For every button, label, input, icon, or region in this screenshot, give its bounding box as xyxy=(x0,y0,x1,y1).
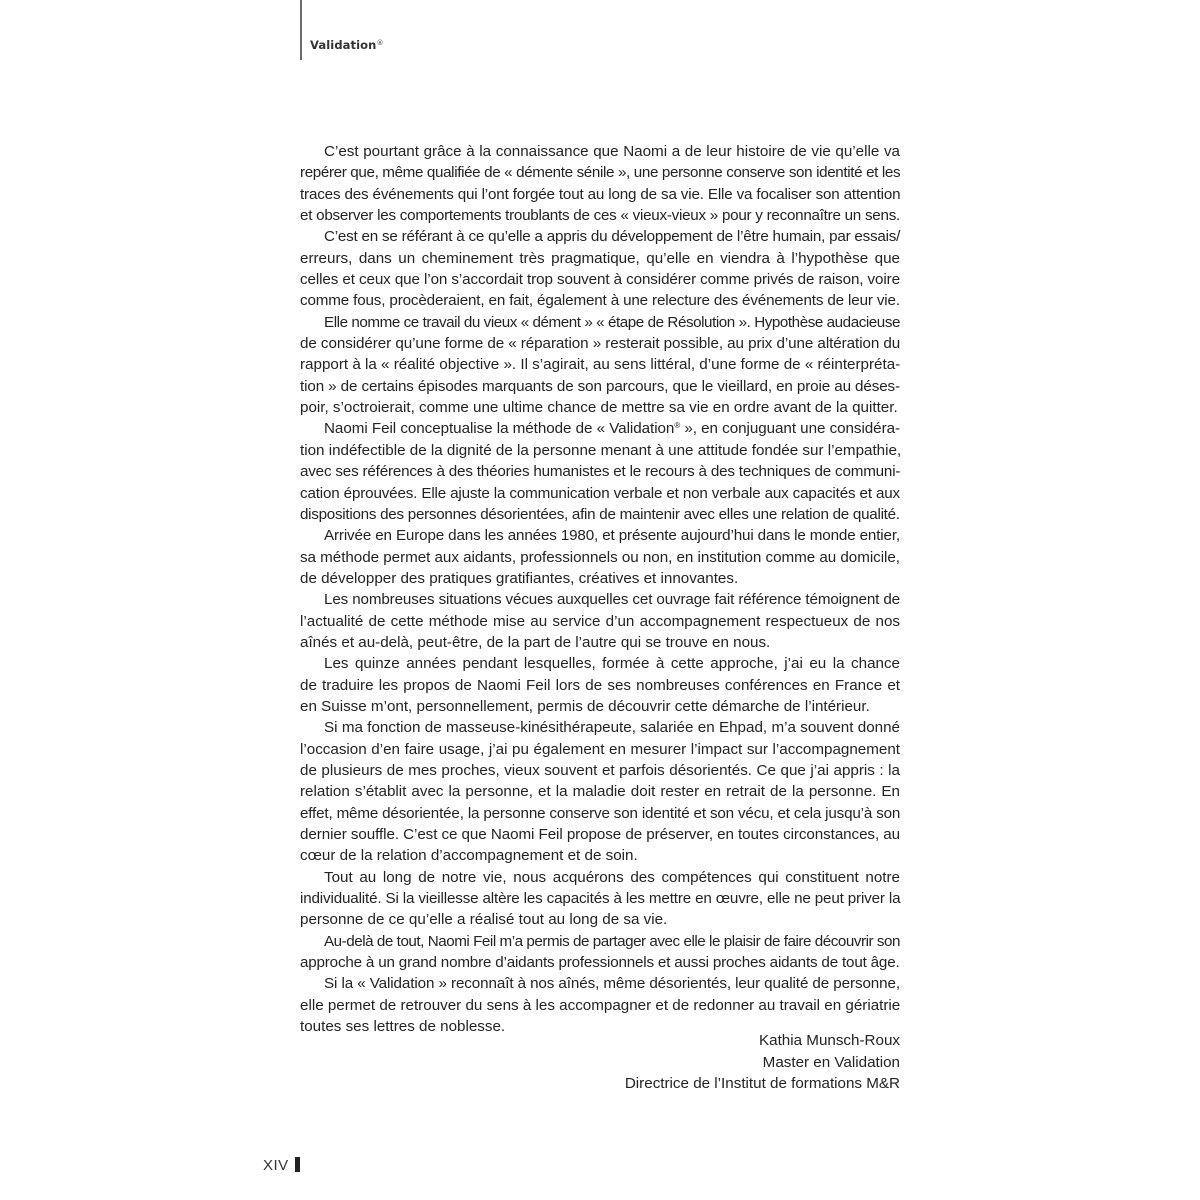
text-line: approche à un grand nombre d’aidants professionnels et aussi proches aidants de tout âge. xyxy=(300,954,900,972)
text-line: C’est pourtant grâce à la connaissance que Naomi a de leur histoire de vie qu’elle va xyxy=(324,143,900,160)
text-line: l’actualité de cette méthode mise au service d’un accompagnement respectueux de nos xyxy=(300,612,900,630)
text-line: Elle nomme ce travail du vieux « dément » « étape de Résolution ». Hypothèse audacieuse xyxy=(324,313,900,331)
text-line: C’est en se référant à ce qu’elle a appris du développement de l’être humain, par essais/ xyxy=(324,228,901,246)
text-line: effet, même désorientée, la personne conserve son identité et son vécu, et cela jusqu’à son xyxy=(300,804,901,822)
paragraph xyxy=(300,226,900,311)
text-line: dispositions des personnes désorientées, afin de maintenir avec elles une relation de qualité. xyxy=(300,505,900,523)
paragraph xyxy=(300,418,900,525)
text-line: de traduire les propos de Naomi Feil lors de ses nombreuses conférences en France et xyxy=(300,676,900,694)
text-line: de considérer qu’une forme de « réparation » resterait possible, au prix d’une altération du xyxy=(300,335,901,353)
body-text xyxy=(300,141,900,1037)
text-line: personne de ce qu’elle a réalisé tout au long de sa vie. xyxy=(300,911,668,929)
text-line: Si ma fonction de masseuse-kinésithérapeute, salariée en Ehpad, m’a souvent donné xyxy=(324,719,900,737)
paragraph xyxy=(300,653,900,717)
text-line: Arrivée en Europe dans les années 1980, et présente aujourd’hui dans le monde entier, xyxy=(324,527,900,545)
text-line: avec ses références à des théories humanistes et le recours à des techniques de communi- xyxy=(300,463,901,481)
text-line: aînés et au-delà, peut-être, de la part de l’autre qui se trouve en nous. xyxy=(300,633,771,651)
paragraph xyxy=(300,717,900,866)
text-line: relation s’établit avec la personne, et la maladie doit rester en retrait de la personne. En xyxy=(300,783,900,801)
text-line: toutes ses lettres de noblesse. xyxy=(300,1018,506,1036)
folio-bar xyxy=(295,1157,300,1172)
text-line: Naomi Feil conceptualise la méthode de « Validation® », en conjuguant une considéra- xyxy=(324,420,901,438)
text-line: l’occasion d’en faire usage, j’ai pu également en mesurer l’impact sur l’accompagnement xyxy=(300,740,900,758)
paragraph xyxy=(300,141,900,226)
text-line: rapport à la « réalité objective ». Il s’agirait, au sens littéral, d’une forme de « réinterpréta- xyxy=(300,356,901,374)
text-line: Tout au long de notre vie, nous acquérons des compétences qui constituent notre xyxy=(324,868,900,886)
text-line: elle permet de retrouver du sens à les accompagner et de redonner au travail en gériatrie xyxy=(300,996,901,1014)
text-line: Les nombreuses situations vécues auxquelles cet ouvrage fait référence témoignent de xyxy=(324,591,900,609)
page-number: XIV xyxy=(263,1157,289,1174)
text-line: Au-delà de tout, Naomi Feil m’a permis de partager avec elle le plaisir de faire découvrir son xyxy=(324,932,900,950)
running-head-title: Validation xyxy=(310,38,377,52)
text-line: sa méthode permet aux aidants, professionnels ou non, en institution comme au domicile, xyxy=(300,548,900,566)
paragraph xyxy=(300,312,900,419)
page-folio xyxy=(263,1157,300,1174)
signature-block xyxy=(625,1030,900,1095)
text-line: en Suisse m’ont, personnellement, permis de découvrir cette démarche de l’intérieur. xyxy=(300,697,870,715)
text-line: de développer des pratiques gratifiantes, créatives et innovantes. xyxy=(300,569,739,587)
paragraph xyxy=(300,525,900,589)
text-line: tion » de certains épisodes marquants de son parcours, que le vieillard, en proie au déses- xyxy=(300,377,900,395)
registered-mark: ® xyxy=(376,39,384,47)
text-line: poir, s’octroierait, comme une ultime chance de mettre sa vie en ordre avant de la quitter. xyxy=(300,399,898,417)
signature-role: Directrice de l’Institut de formations M&R xyxy=(624,1075,900,1092)
paragraph xyxy=(300,589,900,653)
paragraph xyxy=(300,867,900,931)
header-vertical-rule xyxy=(300,0,302,60)
text-line: tion indéfectible de la dignité de la personne menant à une attitude fondée sur l’empathie, xyxy=(300,441,902,459)
text-line: cœur de la relation d’accompagnement et de soin. xyxy=(300,847,638,865)
text-line: individualité. Si la vieillesse altère les capacités à les mettre en œuvre, elle ne peut priver la xyxy=(300,890,901,908)
text-line: traces des événements qui l’ont forgée tout au long de sa vie. Elle va focaliser son attention xyxy=(300,185,901,203)
text-line: de plusieurs de mes proches, vieux souvent et parfois désorientés. Ce que j’ai appris : la xyxy=(300,761,900,779)
signature-title: Master en Validation xyxy=(762,1053,900,1071)
text-line: et observer les comportements troublants de ces « vieux-vieux » pour y reconnaître un sens. xyxy=(300,207,901,225)
paragraph xyxy=(300,973,900,1037)
text-line: erreurs, dans un cheminement très pragmatique, qu’elle en viendra à l’hypothèse que xyxy=(300,249,900,267)
text-line: repérer que, même qualifiée de « démente sénile », une personne conserve son identité et les xyxy=(300,164,901,182)
text-line: Les quinze années pendant lesquelles, formée à cette approche, j’ai eu la chance xyxy=(324,655,900,673)
text-line: cation éprouvées. Elle ajuste la communication verbale et non verbale aux capacités et aux xyxy=(300,484,900,502)
text-line: Si la « Validation » reconnaît à nos aînés, même désorientés, leur qualité de personne, xyxy=(324,975,900,993)
signature-name: Kathia Munsch-Roux xyxy=(759,1032,900,1049)
paragraph xyxy=(300,931,900,974)
text-line: dernier souffle. C’est ce que Naomi Feil propose de préserver, en toutes circonstances, au xyxy=(300,826,900,843)
text-line: comme fous, procèderaient, en fait, également à une relecture des événements de leur vie. xyxy=(300,292,900,310)
running-head xyxy=(310,38,384,52)
text-line: celles et ceux que l’on s’accordait trop souvent à considérer comme privés de raison, voire xyxy=(300,271,900,289)
